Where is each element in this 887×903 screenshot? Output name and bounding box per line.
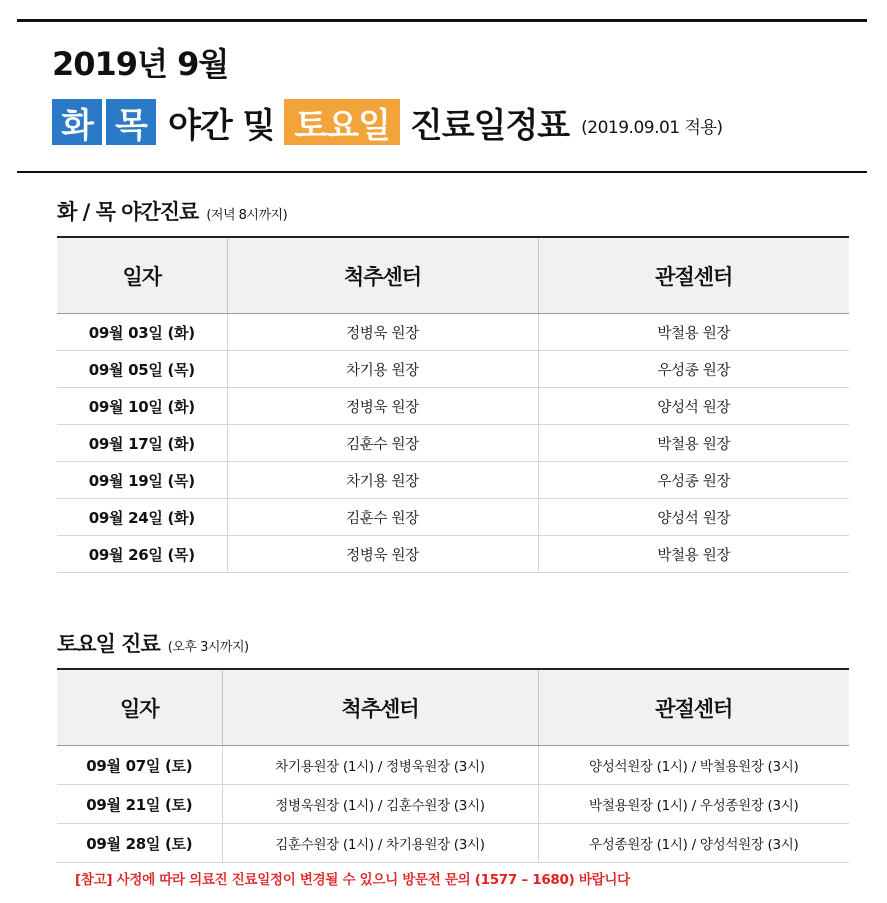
cell-date: 09월 17일 (화): [57, 425, 227, 462]
cell-spine: 정병욱 원장: [227, 388, 538, 425]
night-section-subtitle: (저녁 8시까지): [206, 208, 288, 223]
cell-date: 09월 03일 (화): [57, 314, 227, 351]
cell-joint: 박철용원장 (1시) / 우성종원장 (3시): [538, 785, 849, 824]
table-row: [57, 536, 849, 573]
page-title-month: 2019년 9월: [52, 45, 229, 83]
night-section-heading: 화 / 목 야간진료: [57, 200, 199, 224]
cell-spine: 정병욱 원장: [227, 536, 538, 573]
table-header-row: [57, 237, 849, 314]
cell-joint: 박철용 원장: [538, 314, 849, 351]
cell-date: 09월 21일 (토): [57, 785, 222, 824]
cell-joint: 박철용 원장: [538, 536, 849, 573]
header-bottom-divider: [17, 171, 867, 173]
table-row: [57, 351, 849, 388]
cell-date: 09월 24일 (화): [57, 499, 227, 536]
cell-date: 09월 28일 (토): [57, 824, 222, 863]
cell-date: 09월 05일 (목): [57, 351, 227, 388]
badge-saturday: 토요일: [284, 99, 400, 145]
cell-date: 09월 26일 (목): [57, 536, 227, 573]
saturday-schedule-table: [57, 668, 849, 863]
title-schedule-text: 진료일정표: [409, 105, 570, 146]
table-header-row: [57, 669, 849, 746]
column-header-date: 일자: [57, 669, 222, 746]
table-row: [57, 388, 849, 425]
column-header-joint: 관절센터: [538, 669, 849, 746]
applied-date: (2019.09.01 적용): [581, 117, 723, 138]
cell-spine: 김훈수 원장: [227, 499, 538, 536]
cell-date: 09월 07일 (토): [57, 746, 222, 785]
cell-spine: 정병욱 원장: [227, 314, 538, 351]
notice-text: [참고] 사정에 따라 의료진 진료일정이 변경될 수 있으니 방문전 문의 (1577 – 1680) 바랍니다: [75, 872, 630, 888]
table-row: [57, 824, 849, 863]
column-header-spine: 척추센터: [222, 669, 538, 746]
table-row: [57, 785, 849, 824]
cell-date: 09월 19일 (목): [57, 462, 227, 499]
title-night-text: 야간 및: [168, 105, 275, 146]
cell-joint: 우성종 원장: [538, 462, 849, 499]
saturday-section-title: [57, 628, 249, 658]
cell-spine: 정병욱원장 (1시) / 김훈수원장 (3시): [222, 785, 538, 824]
table-row: [57, 425, 849, 462]
night-section-title: [57, 196, 287, 226]
column-header-spine: 척추센터: [227, 237, 538, 314]
table-row: [57, 462, 849, 499]
column-header-date: 일자: [57, 237, 227, 314]
cell-date: 09월 10일 (화): [57, 388, 227, 425]
cell-spine: 김훈수원장 (1시) / 차기용원장 (3시): [222, 824, 538, 863]
top-divider: [17, 19, 867, 22]
page-title: [52, 96, 723, 148]
cell-joint: 우성종 원장: [538, 351, 849, 388]
cell-joint: 박철용 원장: [538, 425, 849, 462]
table-row: [57, 746, 849, 785]
cell-joint: 양성석 원장: [538, 499, 849, 536]
table-row: [57, 314, 849, 351]
column-header-joint: 관절센터: [538, 237, 849, 314]
badge-tuesday: 화: [52, 99, 102, 145]
saturday-section-subtitle: (오후 3시까지): [167, 640, 249, 655]
cell-spine: 김훈수 원장: [227, 425, 538, 462]
cell-spine: 차기용원장 (1시) / 정병욱원장 (3시): [222, 746, 538, 785]
cell-joint: 양성석원장 (1시) / 박철용원장 (3시): [538, 746, 849, 785]
saturday-section-heading: 토요일 진료: [57, 632, 160, 656]
cell-joint: 양성석 원장: [538, 388, 849, 425]
cell-spine: 차기용 원장: [227, 351, 538, 388]
night-schedule-table: [57, 236, 849, 573]
badge-thursday: 목: [106, 99, 156, 145]
cell-joint: 우성종원장 (1시) / 양성석원장 (3시): [538, 824, 849, 863]
table-row: [57, 499, 849, 536]
cell-spine: 차기용 원장: [227, 462, 538, 499]
